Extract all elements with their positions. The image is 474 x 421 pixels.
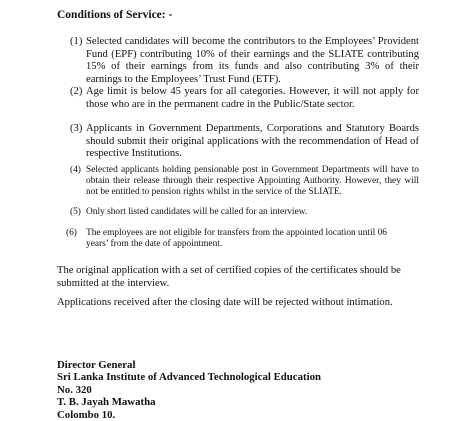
condition-text: Selected applicants holding pensionable post in Government Departments will have to obtain their release through their respective Appointing Authority. However, they will not be entitled to pension rights whilst in the service of the SLIATE. xyxy=(86,165,419,197)
institute-name: Sri Lanka Institute of Advanced Technological Education xyxy=(57,371,321,384)
signatory-title: Director General xyxy=(57,359,136,371)
signature-block xyxy=(57,359,321,421)
condition-number: (4) xyxy=(70,165,81,175)
closing-date-paragraph: Applications received after the closing date will be rejected without intimation. xyxy=(57,297,393,308)
conditions-heading: Conditions of Service: - xyxy=(57,9,173,21)
address-city: Colombo 10. xyxy=(57,408,116,421)
condition-text: The employees are not eligible for transfers from the appointed location until 06 years’ from the date of appointment. xyxy=(86,228,387,249)
condition-number: (1) xyxy=(70,36,83,47)
condition-text: Only short listed candidates will be called for an interview. xyxy=(86,207,308,217)
condition-number: (2) xyxy=(70,86,83,97)
condition-number: (6) xyxy=(66,228,77,238)
condition-text: Selected candidates will become the contributors to the Employees’ Provident Fund (EPF) contributing 10% of their earnings and the SLIATE contributing 15% of their earnings from its funds and also contributing 3% of their earnings to the Employees’ Trust Fund (ETF). xyxy=(86,36,419,85)
condition-text: Age limit is below 45 years for all categories. However, it will not apply for those who are in the permanent cadre in the Public/State sector. xyxy=(86,86,419,110)
condition-text: Applicants in Government Departments, Corporations and Statutory Boards should submit their original applications with the recommendation of Head of respective Institutions. xyxy=(86,123,419,159)
submission-paragraph: The original application with a set of certified copies of the certificates should be submitted at the interview. xyxy=(57,265,401,289)
condition-number: (3) xyxy=(70,123,83,134)
address-street: T. B. Jayah Mawatha xyxy=(57,396,156,409)
address-number: No. 320 xyxy=(57,383,92,396)
condition-number: (5) xyxy=(70,207,81,217)
